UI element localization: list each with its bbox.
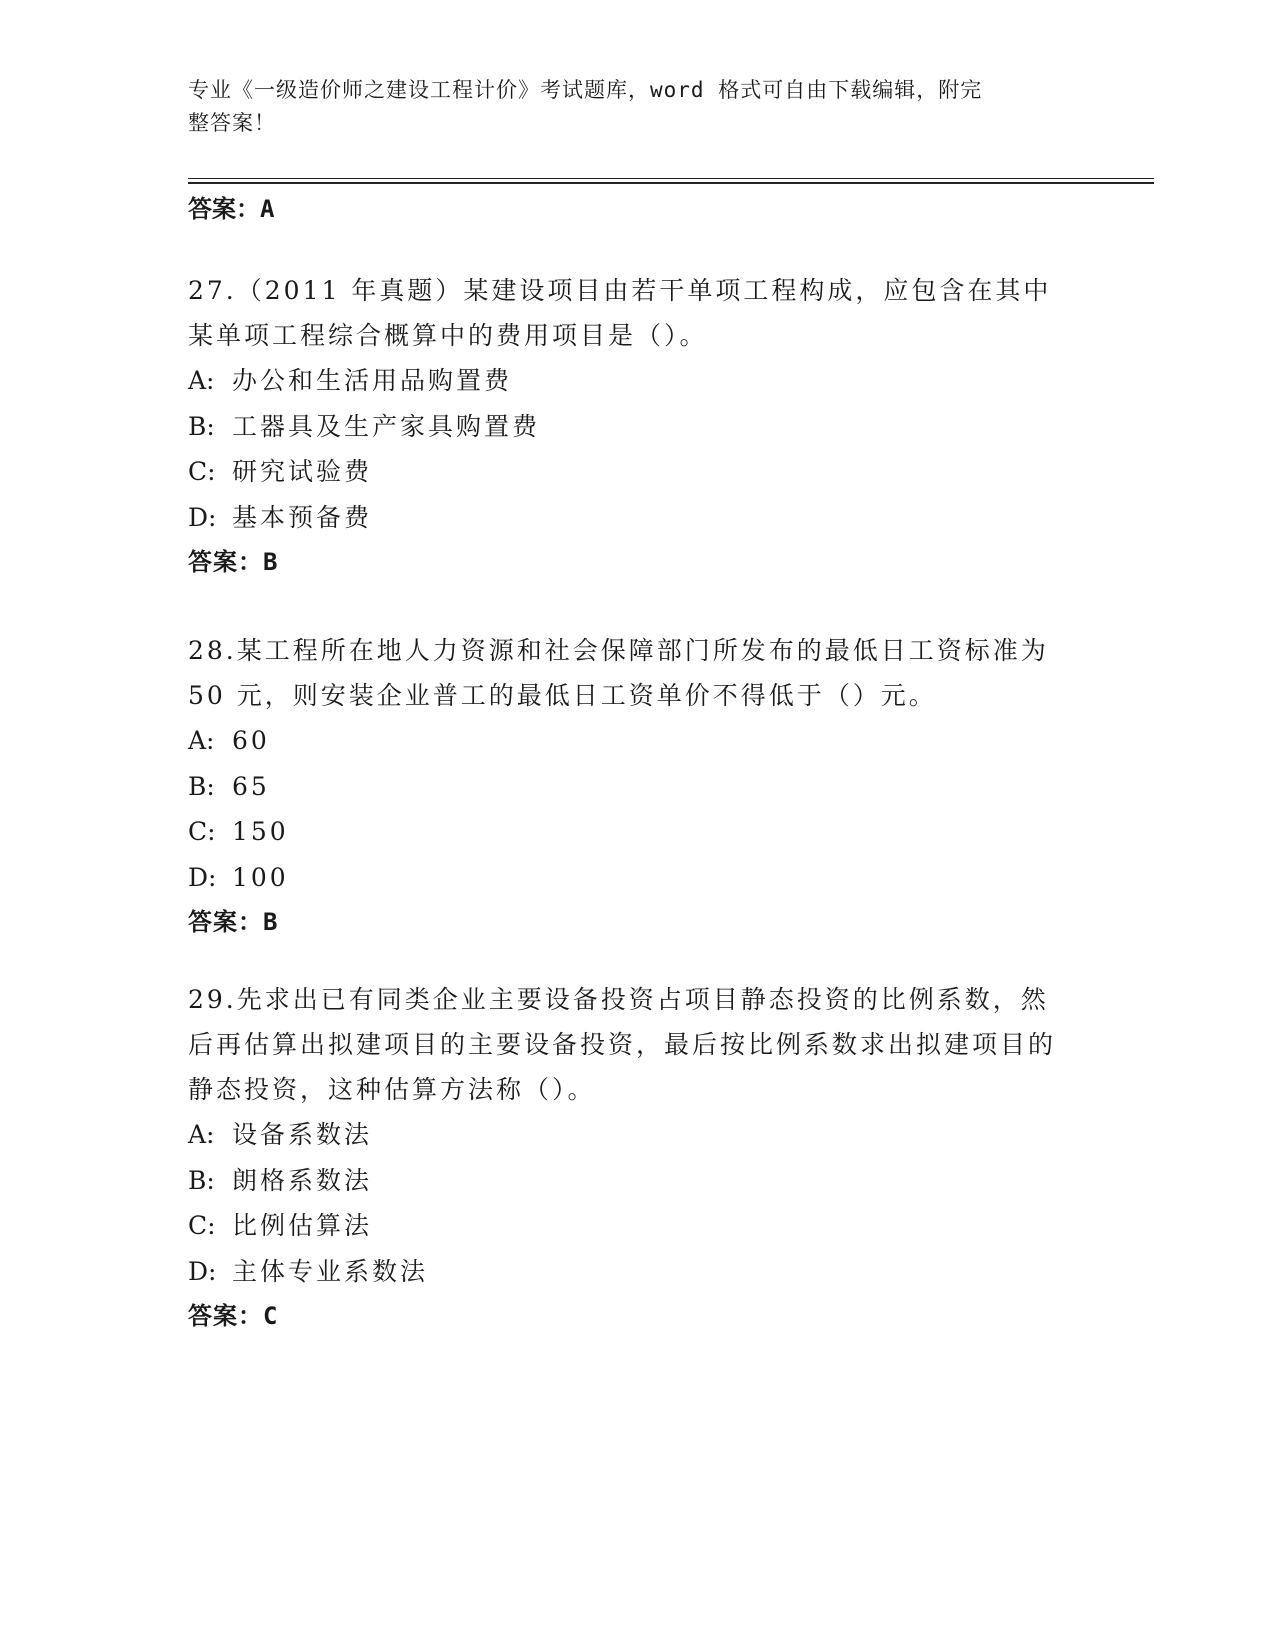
answer-label: 答案：B xyxy=(188,908,279,936)
option-a xyxy=(188,1112,1088,1158)
option-text: 设备系数法 xyxy=(232,1120,373,1149)
option-text: 150 xyxy=(232,817,289,846)
option-text: 100 xyxy=(232,862,289,892)
option-c xyxy=(188,449,1088,495)
option-a xyxy=(188,718,1088,764)
option-text: 办公和生活用品购置费 xyxy=(232,366,513,395)
option-d xyxy=(188,1249,1088,1295)
answer-label: 答案：C xyxy=(188,1302,279,1330)
option-letter: C: xyxy=(188,817,216,846)
document-header xyxy=(188,74,1078,140)
option-letter: B: xyxy=(188,771,215,801)
question-text: 29.先求出已有同类企业主要设备投资占项目静态投资的比例系数，然后再估算出拟建项目的主要设备投资，最后按比例系数求出拟建项目的静态投资，这种估算方法称（）。 xyxy=(188,985,1057,1104)
option-letter: A: xyxy=(188,1120,215,1149)
option-b xyxy=(188,404,1088,450)
header-line-2: 整答案！ xyxy=(188,111,276,135)
option-letter: B: xyxy=(188,1165,215,1195)
option-letter: D: xyxy=(188,862,217,892)
option-letter: C: xyxy=(188,457,216,486)
option-d xyxy=(188,855,1088,901)
header-divider-thick xyxy=(188,182,1154,184)
option-text: 比例估算法 xyxy=(232,1211,373,1240)
option-text: 朗格系数法 xyxy=(232,1165,373,1195)
option-letter: B: xyxy=(188,411,215,441)
option-letter: D: xyxy=(188,502,217,532)
option-c xyxy=(188,809,1088,855)
option-letter: D: xyxy=(188,1256,217,1286)
option-a xyxy=(188,358,1088,404)
header-divider-thin xyxy=(188,178,1154,179)
option-d xyxy=(188,495,1088,541)
option-text: 研究试验费 xyxy=(232,457,373,486)
answer-label: 答案：B xyxy=(188,548,279,576)
question-28 xyxy=(188,628,1088,945)
option-text: 基本预备费 xyxy=(232,502,373,532)
option-letter: A: xyxy=(188,366,215,395)
previous-question-answer: 答案：A xyxy=(188,195,275,223)
question-29 xyxy=(188,977,1088,1339)
header-line-1: 专业《一级造价师之建设工程计价》考试题库，word 格式可自由下载编辑，附完 xyxy=(188,78,983,102)
option-c xyxy=(188,1203,1088,1249)
option-b xyxy=(188,764,1088,810)
option-letter: C: xyxy=(188,1211,216,1240)
option-text: 65 xyxy=(232,771,270,801)
option-letter: A: xyxy=(188,726,215,755)
option-text: 60 xyxy=(232,726,270,755)
question-text: 28.某工程所在地人力资源和社会保障部门所发布的最低日工资标准为50 元，则安装企业普工的最低日工资单价不得低于（）元。 xyxy=(188,636,1049,710)
option-text: 主体专业系数法 xyxy=(232,1256,429,1286)
question-text: 27.（2011 年真题）某建设项目由若干单项工程构成，应包含在其中某单项工程综合概算中的费用项目是（）。 xyxy=(188,276,1052,350)
option-b xyxy=(188,1158,1088,1204)
option-text: 工器具及生产家具购置费 xyxy=(232,411,541,441)
question-27 xyxy=(188,268,1088,585)
